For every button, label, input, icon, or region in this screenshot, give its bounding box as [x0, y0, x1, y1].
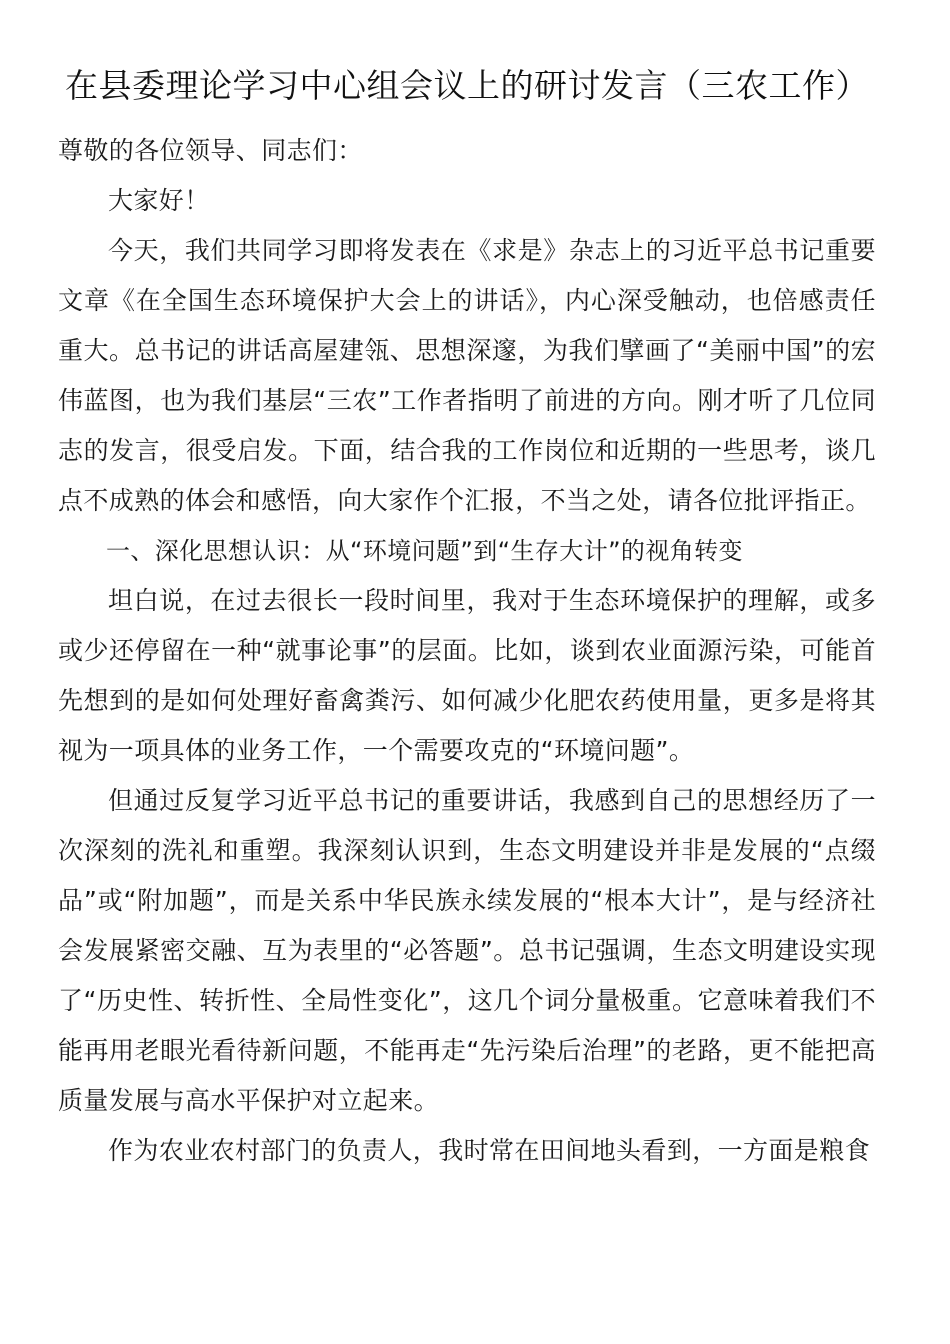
paragraph-body: 坦白说，在过去很长一段时间里，我对于生态环境保护的理解，或多或少还停留在一种“就事论事”的层面。比如，谈到农业面源污染，可能首先想到的是如何处理好畜禽粪污、如何减少化肥农药使用量，更多是将其视为一项具体的业务工作，一个需要攻克的“环境问题”。 [58, 586, 876, 765]
section-heading-1: 一、深化思想认识：从“环境问题”到“生存大计”的视角转变 [106, 537, 743, 565]
paragraph-body: 但通过反复学习近平总书记的重要讲话，我感到自己的思想经历了一次深刻的洗礼和重塑。我深刻认识到，生态文明建设并非是发展的“点缀品”或“附加题”，而是关系中华民族永续发展的“根本大计”，是与经济社会发展紧密交融、互为表里的“必答题”。总书记强调，生态文明建设实现了“历史性、转折性、全局性变化”，这几个词分量极重。它意味着我们不能再用老眼光看待新问题，不能再走“先污染后治理”的老路，更不能把高质量发展与高水平保护对立起来。 [58, 786, 876, 1115]
document-title: 在县委理论学习中心组会议上的研讨发言（三农工作） [65, 66, 869, 105]
salutation: 尊敬的各位领导、同志们： [58, 136, 363, 165]
paragraph-body-truncated: 作为农业农村部门的负责人，我时常在田间地头看到，一方面是粮食 [108, 1136, 871, 1165]
document-page [58, 62, 876, 1176]
greeting: 大家好！ [108, 186, 210, 215]
paragraph-intro: 今天，我们共同学习即将发表在《求是》杂志上的习近平总书记重要文章《在全国生态环境保护大会上的讲话》，内心深受触动，也倍感责任重大。总书记的讲话高屋建瓴、思想深邃，为我们擘画了“美丽中国”的宏伟蓝图，也为我们基层“三农”工作者指明了前进的方向。刚才听了几位同志的发言，很受启发。下面，结合我的工作岗位和近期的一些思考，谈几点不成熟的体会和感悟，向大家作个汇报，不当之处，请各位批评指正。 [58, 236, 876, 515]
